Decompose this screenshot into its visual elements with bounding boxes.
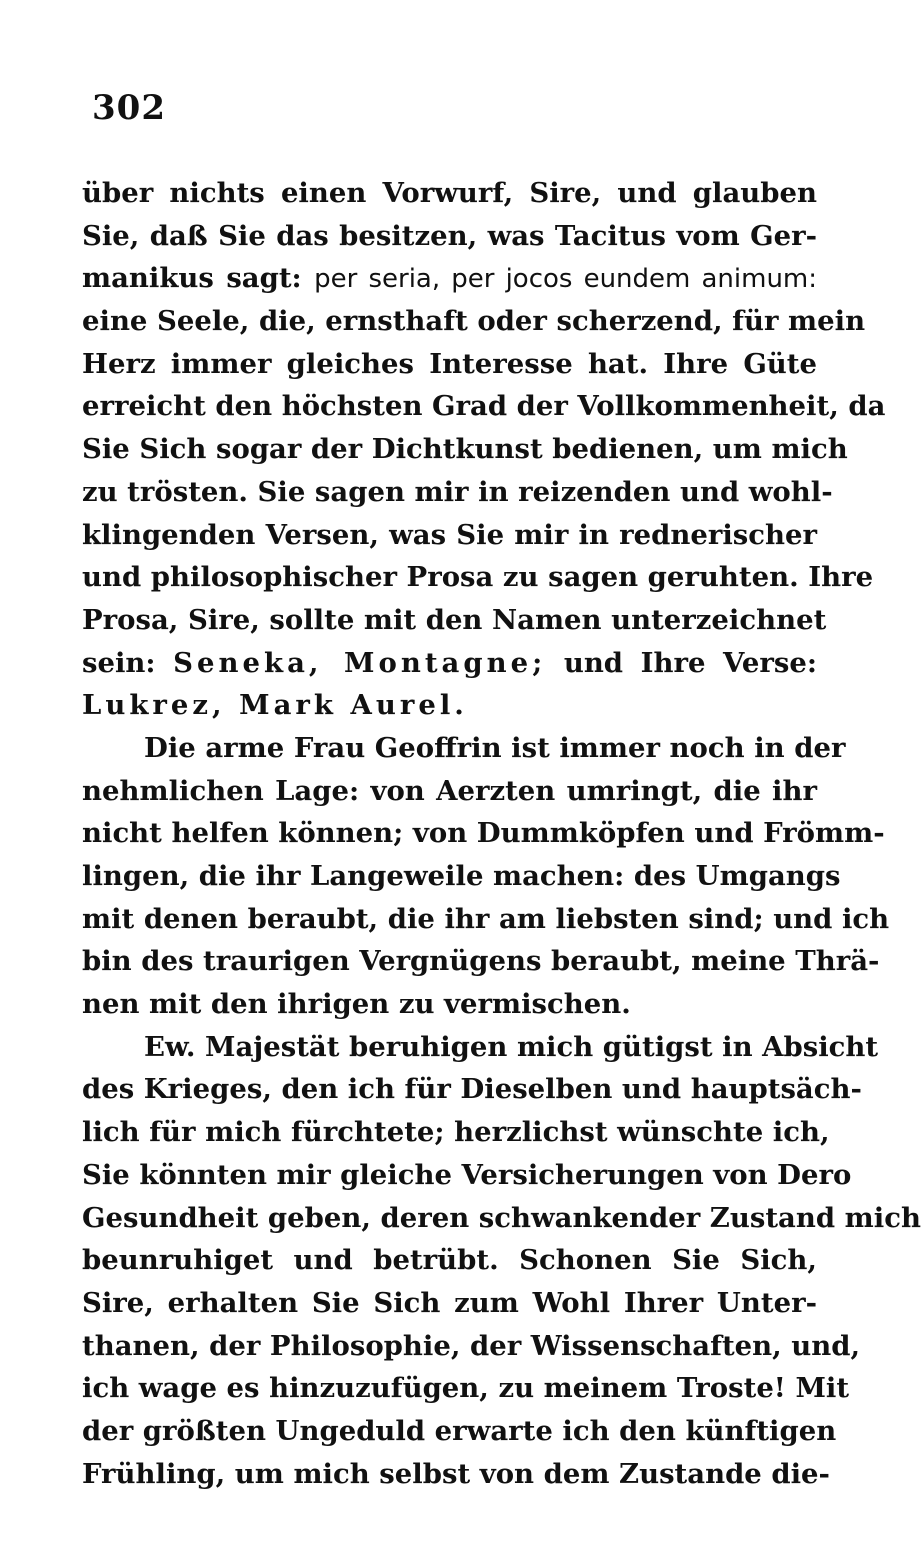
text-line: zu trösten. Sie sagen mir in reizenden und wohl- [82,475,833,508]
text-line: nen mit den ihrigen zu vermischen. [82,988,631,1021]
text-line: beunruhiget und betrübt. Schonen Sie Sich, [82,1244,817,1277]
text-line: Frühling, um mich selbst von dem Zustande die- [82,1457,830,1490]
line-prefix: sein: [82,646,174,679]
text-line: Sie könnten mir gleiche Versicherungen von Dero [82,1158,852,1191]
text-line: der größten Ungeduld erwarte ich den künftigen [82,1414,837,1447]
spaced-names: Lukrez, Mark Aurel. [82,689,468,722]
paragraph-start-line: Die arme Frau Geoffrin ist immer noch in der [144,731,846,764]
text-line [82,642,817,685]
text-line: Sire, erhalten Sie Sich zum Wohl Ihrer Unter- [82,1286,817,1319]
latin-quote: per seria, per jocos eundem animum: [314,264,818,295]
text-line: Herz immer gleiches Interesse hat. Ihre Güte [82,347,817,380]
text-line: nicht helfen können; von Dummköpfen und Frömm- [82,817,885,850]
text-line: lich für mich fürchtete; herzlichst wünschte ich, [82,1116,830,1149]
text-line: Prosa, Sire, sollte mit den Namen unterzeichnet [82,603,827,636]
text-line: ich wage es hinzuzufügen, zu meinem Troste! Mit [82,1372,850,1405]
text-line [82,257,817,300]
text-line: nehmlichen Lage: von Aerzten umringt, die ihr [82,774,817,807]
text-line: und philosophischer Prosa zu sagen geruhten. Ihre [82,561,874,594]
text-line: Sie Sich sogar der Dichtkunst bedienen, um mich [82,433,848,466]
spaced-names: Seneka, Montagne; [173,646,547,679]
body-text [82,172,921,1495]
line-prefix: manikus sagt: [82,262,315,295]
text-line: mit denen beraubt, die ihr am liebsten sind; und ich [82,902,890,935]
text-line: über nichts einen Vorwurf, Sire, und glauben [82,177,817,209]
text-line [82,684,817,727]
text-line: bin des traurigen Vergnügens beraubt, meine Thrä- [82,945,880,978]
text-line: klingenden Versen, was Sie mir in rednerischer [82,518,817,551]
text-line: Gesundheit geben, deren schwankender Zustand mich [82,1201,921,1234]
text-line: thanen, der Philosophie, der Wissenschaften, und, [82,1329,861,1362]
text-line: eine Seele, die, ernsthaft oder scherzend, für mein [82,305,866,338]
page-number: 302 [92,88,166,128]
text-line: erreicht den höchsten Grad der Vollkommenheit, da [82,390,886,423]
text-line: Sie, daß Sie das besitzen, was Tacitus vom Ger- [82,219,817,252]
paragraph-start-line: Ew. Majestät beruhigen mich gütigst in Absicht [144,1030,879,1063]
text-line: des Krieges, den ich für Dieselben und hauptsäch- [82,1073,862,1106]
text-line: lingen, die ihr Langeweile machen: des Umgangs [82,860,841,892]
line-suffix: und Ihre Verse: [546,646,817,679]
